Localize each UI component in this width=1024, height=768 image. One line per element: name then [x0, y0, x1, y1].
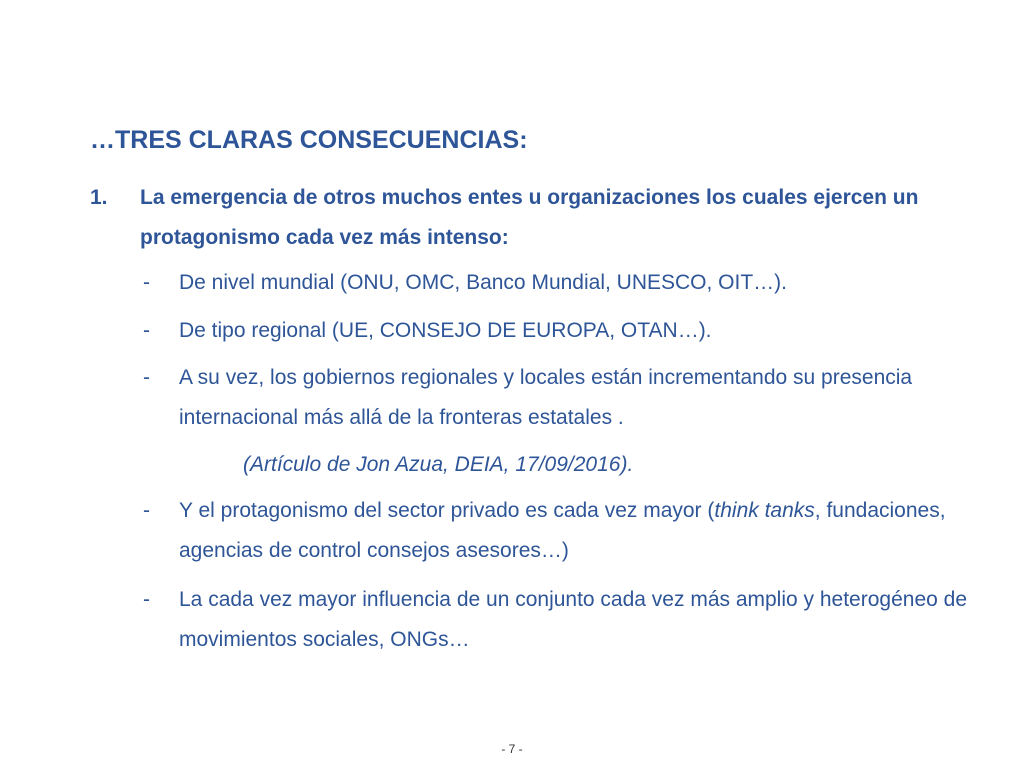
citation: (Artículo de Jon Azua, DEIA, 17/09/2016).: [243, 453, 634, 476]
bullet-dash: -: [143, 271, 150, 294]
item-number: 1.: [90, 186, 108, 209]
bullet-dash: -: [143, 499, 150, 522]
bullet-item-global: [143, 263, 973, 303]
bullet-text: De nivel mundial (ONU, OMC, Banco Mundial, UNESCO, OIT…).: [179, 271, 787, 294]
bullet-text: La cada vez mayor influencia de un conjunto cada vez más amplio y heterogéneo de movimientos sociales, ONGs…: [179, 588, 967, 651]
slide-title: …TRES CLARAS CONSECUENCIAS:: [90, 126, 528, 154]
bullet-dash: -: [143, 319, 150, 342]
bullet-item-local-governments: [143, 358, 973, 438]
bullet-text-post: , fundaciones, agencias de control consejos asesores…): [179, 499, 946, 562]
bullet-item-regional: [143, 311, 973, 351]
bullet-text-italic: think tanks: [714, 499, 815, 522]
bullet-dash: -: [143, 366, 150, 389]
bullet-text: De tipo regional (UE, CONSEJO DE EUROPA, OTAN…).: [179, 319, 712, 342]
page-number: - 7 -: [501, 742, 523, 756]
numbered-item-1: [90, 178, 930, 258]
bullet-item-private-sector: [143, 491, 973, 571]
bullet-text: [179, 491, 973, 571]
bullet-item-social-movements: [143, 580, 973, 660]
bullet-text: A su vez, los gobiernos regionales y locales están incrementando su presencia internacional más allá de la fronteras estatales .: [179, 366, 913, 429]
item-text: La emergencia de otros muchos entes u organizaciones los cuales ejercen un protagonismo cada vez más intenso:: [140, 186, 919, 249]
bullet-dash: -: [143, 588, 150, 611]
bullet-text-pre: Y el protagonismo del sector privado es cada vez mayor (: [179, 499, 715, 522]
